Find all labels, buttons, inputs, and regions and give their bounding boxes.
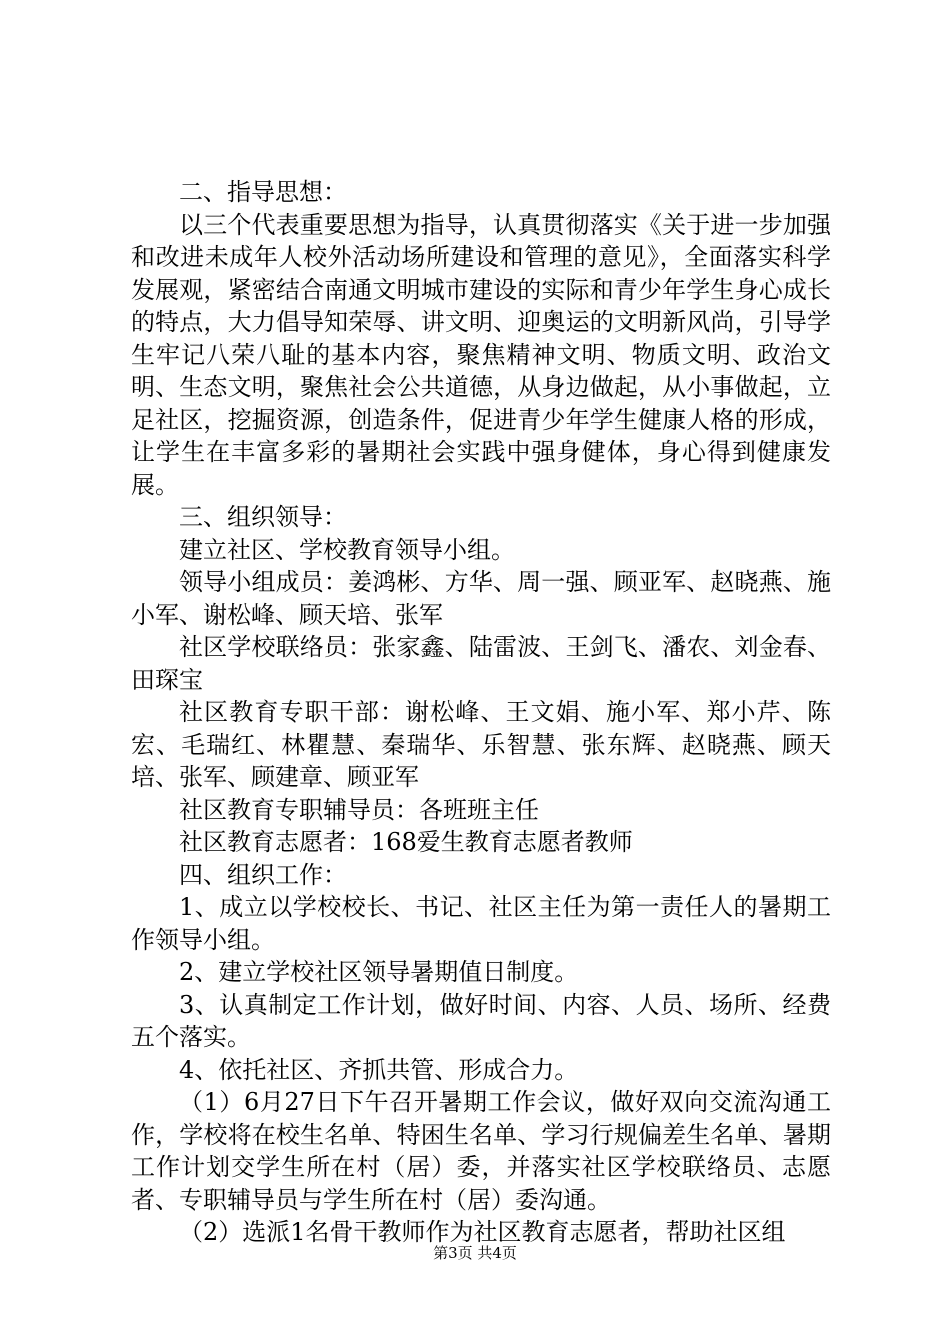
paragraph-sub-item-2: （2）选派1名骨干教师作为社区教育志愿者，帮助社区组 xyxy=(179,1218,786,1246)
document-body xyxy=(131,176,831,1249)
section-heading-organization-work: 四、组织工作： xyxy=(179,860,347,889)
paragraph-counselors: 社区教育专职辅导员：各班班主任 xyxy=(179,795,539,824)
section-heading-organization-leadership: 三、组织领导： xyxy=(179,503,347,531)
paragraph-volunteers: 社区教育志愿者：168爱生教育志愿者教师 xyxy=(179,828,633,856)
page-footer: 第3页 共4页 xyxy=(433,1244,517,1262)
paragraph-fulltime-cadres: 社区教育专职干部：谢松峰、王文娟、施小军、郑小芹、陈宏、毛瑞红、林瞿慧、秦瑞华、乐智慧、张东辉、赵晓燕、顾天培、张军、顾建章、顾亚军 xyxy=(131,698,831,791)
paragraph-work-item-4: 4、依托社区、齐抓共管、形成合力。 xyxy=(179,1055,579,1084)
paragraph-liaisons: 社区学校联络员：张家鑫、陆雷波、王剑飞、潘农、刘金春、田琛宝 xyxy=(131,633,831,694)
paragraph-work-item-3: 3、认真制定工作计划，做好时间、内容、人员、场所、经费五个落实。 xyxy=(131,990,831,1051)
paragraph-work-item-2: 2、建立学校社区领导暑期值日制度。 xyxy=(179,958,579,986)
section-heading-guiding-ideology: 二、指导思想： xyxy=(179,178,347,206)
paragraph-group-members: 领导小组成员：姜鸿彬、方华、周一强、顾亚军、赵晓燕、施小军、谢松峰、顾天培、张军 xyxy=(131,568,831,629)
paragraph-sub-item-1: （1）6月27日下午召开暑期工作会议，做好双向交流沟通工作，学校将在校生名单、特困生名单、学习行规偏差生名单、暑期工作计划交学生所在村（居）委，并落实社区学校联络员、志愿者、专职辅导员与学生所在村（居）委沟通。 xyxy=(131,1088,831,1214)
paragraph-leadership-group: 建立社区、学校教育领导小组。 xyxy=(179,535,515,564)
paragraph-work-item-1: 1、成立以学校校长、书记、社区主任为第一责任人的暑期工作领导小组。 xyxy=(131,893,831,954)
paragraph-guiding-ideology: 以三个代表重要思想为指导，认真贯彻落实《关于进一步加强和改进未成年人校外活动场所建设和管理的意见》，全面落实科学发展观，紧密结合南通文明城市建设的实际和青少年学生身心成长的特点，大力倡导知荣辱、讲文明、迎奥运的文明新风尚，引导学生牢记八荣八耻的基本内容，聚焦精神文明、物质文明、政治文明、生态文明，聚焦社会公共道德，从身边做起，从小事做起，立足社区，挖掘资源，创造条件，促进青少年学生健康人格的形成，让学生在丰富多彩的暑期社会实践中强身健体，身心得到健康发展。 xyxy=(131,210,831,499)
